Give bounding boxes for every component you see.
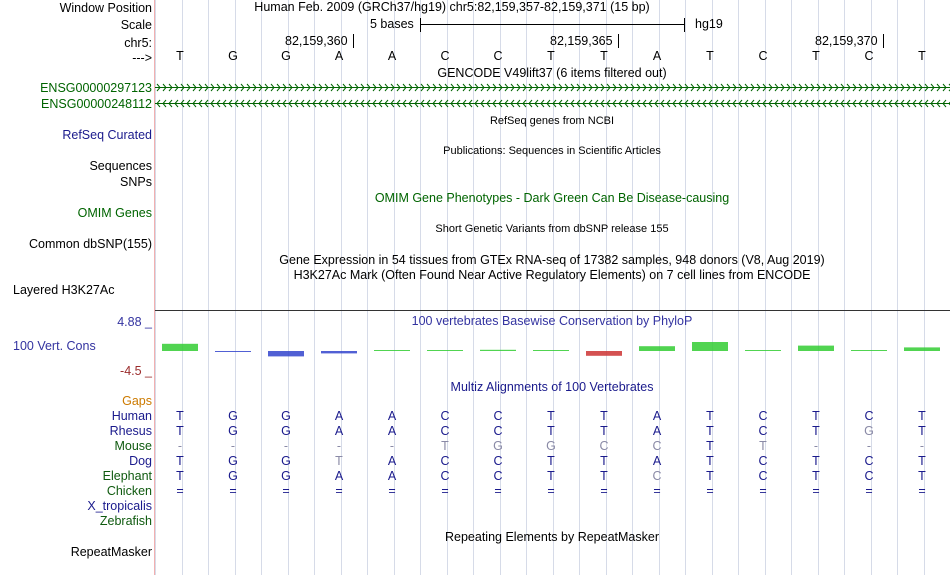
alignment-base: G: [493, 439, 503, 453]
alignment-base: T: [547, 469, 555, 483]
phylop-max-label: 4.88 _: [117, 315, 152, 329]
reference-base: G: [281, 49, 291, 63]
track-label-h3k27ac[interactable]: Layered H3K27Ac: [13, 283, 115, 297]
alignment-base: =: [918, 484, 926, 498]
track-label-dbsnp[interactable]: Common dbSNP(155): [29, 237, 152, 251]
alignment-base: =: [653, 484, 661, 498]
alignment-base: -: [177, 439, 183, 453]
reference-base: T: [547, 49, 555, 63]
reference-base: T: [812, 49, 820, 63]
alignment-base: -: [389, 439, 395, 453]
alignment-base: =: [494, 484, 502, 498]
alignment-base: T: [706, 454, 714, 468]
reference-base: T: [600, 49, 608, 63]
alignment-base: C: [758, 424, 768, 438]
ruler-tick: [353, 34, 354, 48]
scale-bar: [420, 24, 684, 25]
alignment-base: G: [228, 454, 238, 468]
species-label[interactable]: Human: [111, 409, 152, 423]
alignment-base: T: [600, 409, 608, 423]
alignment-base: G: [228, 469, 238, 483]
scale-text: 5 bases: [370, 17, 414, 31]
alignment-base: A: [334, 469, 344, 483]
track-label-gene1[interactable]: ENSG00000297123: [40, 81, 152, 95]
alignment-base: =: [176, 484, 184, 498]
alignment-base: -: [283, 439, 289, 453]
alignment-base: =: [812, 484, 820, 498]
track-separator: [155, 310, 950, 311]
alignment-base: C: [493, 454, 503, 468]
reference-base: G: [228, 49, 238, 63]
alignment-base: C: [493, 409, 503, 423]
multiz-track-title: Multiz Alignments of 100 Vertebrates: [450, 380, 654, 394]
alignment-base: T: [441, 439, 449, 453]
alignment-base: -: [336, 439, 342, 453]
alignment-base: T: [547, 424, 555, 438]
reference-base: T: [918, 49, 926, 63]
alignment-base: C: [440, 409, 450, 423]
alignment-base: T: [918, 424, 926, 438]
alignment-base: T: [706, 424, 714, 438]
reference-base: C: [440, 49, 450, 63]
alignment-base: A: [387, 424, 397, 438]
h3k27ac-track-title: H3K27Ac Mark (Often Found Near Active Regulatory Elements) on 7 cell lines from ENCODE: [293, 268, 811, 282]
ruler-title: Human Feb. 2009 (GRCh37/hg19) chr5:82,159,357-82,159,371 (15 bp): [254, 0, 650, 14]
alignment-base: T: [706, 469, 714, 483]
alignment-base: =: [229, 484, 237, 498]
phylop-score-bar: [533, 350, 569, 351]
gene1-strand-forward[interactable]: [155, 83, 950, 92]
reference-base: C: [864, 49, 874, 63]
phylop-score-bar: [798, 346, 834, 351]
phylop-score-bar: [427, 350, 463, 351]
track-label-omim[interactable]: OMIM Genes: [77, 206, 152, 220]
species-label[interactable]: Elephant: [102, 469, 152, 483]
ruler-position-label: 82,159,365: [550, 34, 613, 48]
alignment-base: T: [547, 454, 555, 468]
gene2-strand-reverse[interactable]: [155, 99, 950, 108]
alignment-base: C: [440, 454, 450, 468]
alignment-base: C: [864, 469, 874, 483]
alignment-base: G: [546, 439, 556, 453]
alignment-base: C: [864, 454, 874, 468]
species-label[interactable]: X_tropicalis: [87, 499, 152, 513]
reference-base: T: [176, 49, 184, 63]
scale-bar-right-tick: [684, 18, 685, 32]
alignment-base: A: [387, 409, 397, 423]
alignment-base: A: [652, 409, 662, 423]
alignment-base: =: [547, 484, 555, 498]
reference-base: A: [334, 49, 344, 63]
species-label[interactable]: Dog: [129, 454, 152, 468]
alignment-base: T: [918, 469, 926, 483]
phylop-score-bar: [692, 342, 728, 351]
alignment-base: T: [918, 409, 926, 423]
alignment-base: T: [176, 454, 184, 468]
scale-label: Scale: [120, 18, 152, 32]
alignment-base: C: [758, 454, 768, 468]
phylop-score-bar: [321, 351, 357, 353]
alignment-base: G: [281, 409, 291, 423]
phylop-score-bar: [904, 347, 940, 351]
alignment-base: C: [652, 469, 662, 483]
reference-base: C: [493, 49, 503, 63]
alignment-base: =: [441, 484, 449, 498]
ruler-tick: [618, 34, 619, 48]
publications-track-title: Publications: Sequences in Scientific Articles: [443, 145, 661, 157]
alignment-base: C: [440, 424, 450, 438]
gencode-track-title: GENCODE V49lift37 (6 items filtered out): [437, 66, 667, 80]
track-label-snps[interactable]: SNPs: [120, 175, 152, 189]
phylop-score-bar: [639, 346, 675, 351]
species-label[interactable]: Zebrafish: [99, 514, 152, 528]
ruler-position-label: 82,159,370: [815, 34, 878, 48]
track-label-refseq[interactable]: RefSeq Curated: [62, 128, 152, 142]
alignment-base: T: [547, 409, 555, 423]
alignment-base: G: [228, 424, 238, 438]
phylop-track-title: 100 vertebrates Basewise Conservation by PhyloP: [411, 314, 693, 328]
alignment-base: =: [865, 484, 873, 498]
alignment-base: -: [230, 439, 236, 453]
track-label-gaps[interactable]: Gaps: [122, 394, 152, 408]
alignment-base: A: [387, 469, 397, 483]
ruler-position-label: 82,159,360: [285, 34, 348, 48]
alignment-base: A: [387, 454, 397, 468]
alignment-base: T: [918, 454, 926, 468]
scale-bar-left-tick: [420, 18, 421, 32]
phylop-score-bar: [215, 351, 251, 352]
alignment-base: C: [599, 439, 609, 453]
alignment-base: T: [176, 424, 184, 438]
alignment-base: -: [919, 439, 925, 453]
alignment-base: C: [864, 409, 874, 423]
alignment-base: C: [440, 469, 450, 483]
phylop-score-bar: [268, 351, 304, 356]
assembly-name: hg19: [695, 17, 723, 31]
phylop-min-label: -4.5 _: [120, 364, 152, 378]
repeatmasker-track-title: Repeating Elements by RepeatMasker: [444, 530, 660, 544]
track-label-gene2[interactable]: ENSG00000248112: [41, 97, 152, 111]
alignment-base: A: [334, 409, 344, 423]
alignment-base: T: [600, 424, 608, 438]
phylop-score-bar: [162, 344, 198, 351]
alignment-base: T: [759, 439, 767, 453]
track-label-vert-cons[interactable]: 100 Vert. Cons: [13, 339, 96, 353]
species-label[interactable]: Rhesus: [109, 424, 152, 438]
alignment-base: C: [758, 409, 768, 423]
alignment-base: G: [281, 424, 291, 438]
phylop-score-bar: [851, 350, 887, 351]
phylop-score-bar: [586, 351, 622, 356]
alignment-base: =: [388, 484, 396, 498]
ruler-tick: [883, 34, 884, 48]
phylop-score-bar: [745, 350, 781, 351]
phylop-score-bar: [374, 350, 410, 351]
window-position-label: Window Position: [59, 1, 152, 15]
omim-track-title: OMIM Gene Phenotypes - Dark Green Can Be Disease-causing: [374, 191, 730, 205]
alignment-base: T: [812, 409, 820, 423]
alignment-base: G: [864, 424, 874, 438]
alignment-base: A: [652, 424, 662, 438]
gtex-track-title: Gene Expression in 54 tissues from GTEx RNA-seq of 17382 samples, 948 donors (V8, Aug 2019): [279, 253, 825, 267]
alignment-base: G: [281, 454, 291, 468]
alignment-base: C: [493, 469, 503, 483]
alignment-base: =: [335, 484, 343, 498]
alignment-base: -: [866, 439, 872, 453]
phylop-plot: [155, 330, 950, 370]
alignment-base: T: [335, 454, 343, 468]
alignment-base: A: [334, 424, 344, 438]
alignment-base: T: [812, 424, 820, 438]
alignment-base: G: [228, 409, 238, 423]
refseq-track-title: RefSeq genes from NCBI: [489, 115, 615, 127]
alignment-base: T: [812, 454, 820, 468]
phylop-score-bar: [480, 350, 516, 351]
reference-base: C: [758, 49, 768, 63]
alignment-base: =: [282, 484, 290, 498]
alignment-base: T: [176, 409, 184, 423]
direction-label: --->: [132, 51, 152, 65]
dbsnp-track-title: Short Genetic Variants from dbSNP release 155: [435, 223, 669, 235]
track-label-repeatmasker[interactable]: RepeatMasker: [70, 545, 152, 559]
species-label[interactable]: Mouse: [114, 439, 152, 453]
alignment-base: T: [600, 469, 608, 483]
reference-base: T: [706, 49, 714, 63]
alignment-base: T: [600, 454, 608, 468]
alignment-base: T: [812, 469, 820, 483]
alignment-base: =: [759, 484, 767, 498]
reference-base: A: [387, 49, 397, 63]
reference-base: A: [652, 49, 662, 63]
alignment-base: T: [706, 439, 714, 453]
chrom-label: chr5:: [124, 36, 152, 50]
alignment-base: =: [600, 484, 608, 498]
alignment-base: G: [281, 469, 291, 483]
alignment-base: C: [652, 439, 662, 453]
alignment-base: C: [758, 469, 768, 483]
alignment-base: A: [652, 454, 662, 468]
species-label[interactable]: Chicken: [106, 484, 152, 498]
alignment-base: -: [813, 439, 819, 453]
track-label-sequences[interactable]: Sequences: [89, 159, 152, 173]
alignment-base: =: [706, 484, 714, 498]
alignment-base: T: [176, 469, 184, 483]
alignment-base: T: [706, 409, 714, 423]
alignment-base: C: [493, 424, 503, 438]
